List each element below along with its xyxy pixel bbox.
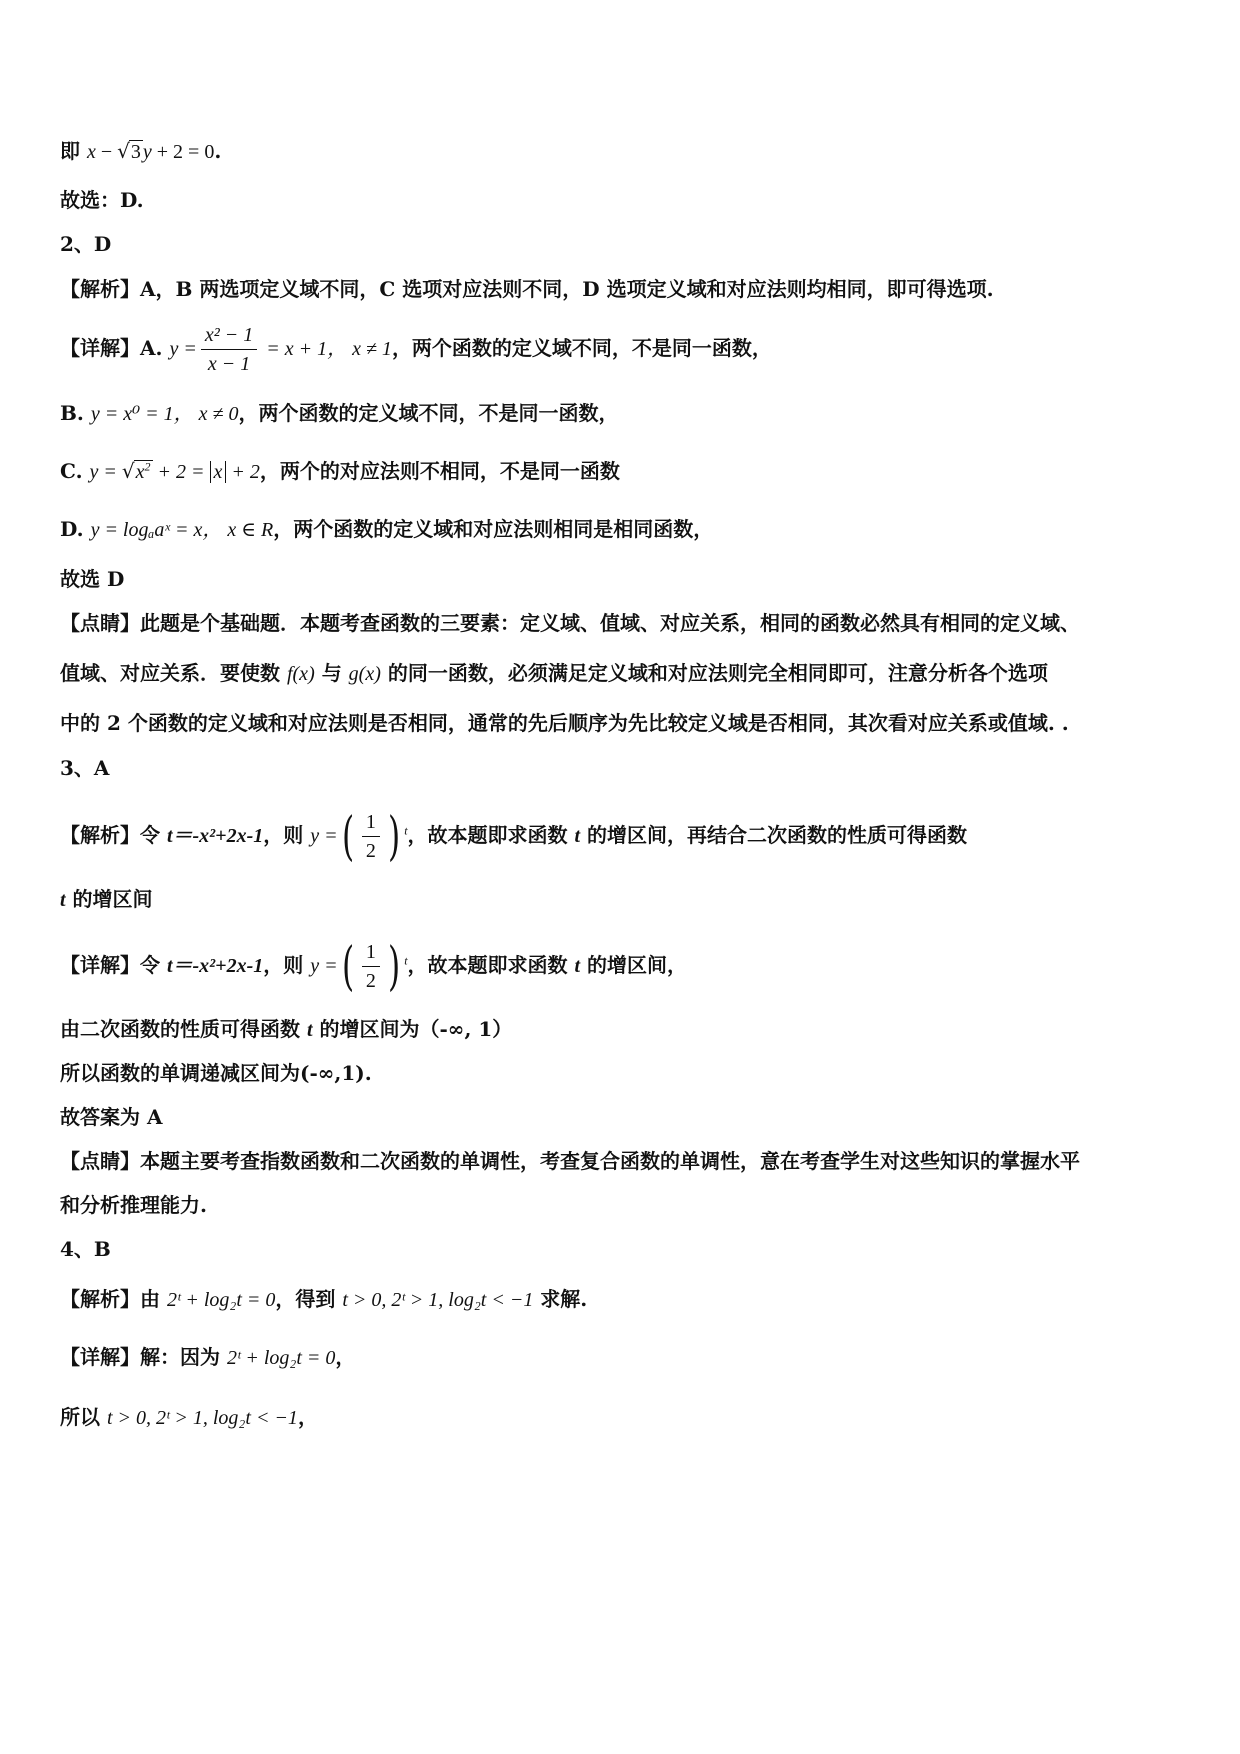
question-2-detail-a: 【详解】A. y = $\frac{\text{x² − 1}}{x - 1}$ = x + 1， x ≠ 1，两个函数的定义域不同，不是同一函数， [60,318,1180,378]
question-3-line-2: 所以函数的单调递减区间为(-∞,1). [60,1061,372,1085]
question-4-line-1: 所以 t > 0, 2ᵗ > 1, log₂t < −1， [60,1405,318,1429]
question-3-heading: 3、A [60,756,110,780]
question-3-comment-1: 【点睛】本题主要考查指数函数和二次函数的单调性，考查复合函数的单调性，意在考查学生对这些知识的掌握水平 [60,1149,1080,1173]
question-2-heading: 2、D [60,232,112,256]
question-4-heading: 4、B [60,1237,111,1261]
text: 即 [60,139,87,163]
question-4-detail: 【详解】解：因为 2ᵗ + log₂t = 0， [60,1345,356,1369]
answer-line-1: 故选：D. [60,188,144,212]
question-3-comment-2: 和分析推理能力. [60,1193,207,1217]
solution-line-1: 即 x − √3 y + 2 = 0. [60,139,222,163]
question-2-detail-d: D. y = logₐaˣ = x， x ∈ R，两个函数的定义域和对应法则相同是相同函数， [60,517,714,541]
question-3-detail: 【详解】令 t＝-x²+2x-1，则 y =( $\frac{1}{2}$ ) $^t$，故本题即求函数 t 的增区间， [60,936,688,997]
question-2-detail-b: B. y = x⁰ = 1， x ≠ 0，两个函数的定义域不同，不是同一函数， [60,401,619,425]
question-2-comment-2: 值域、对应关系．要使数 f(x) 与 g(x) 的同一函数，必须满足定义域和对应法则完全相同即可，注意分析各个选项 [60,661,1048,685]
question-4-analysis: 【解析】由 2ᵗ + log₂t = 0，得到 t > 0, 2ᵗ > 1, log₂t < −1 求解. [60,1287,588,1311]
fraction: $\frac{\text{x² − 1}}{x - 1}$ [201,321,257,378]
question-3-line-1: 由二次函数的性质可得函数 t 的增区间为（-∞, 1） [60,1017,513,1041]
question-3-line-3: 故答案为 A [60,1105,163,1129]
question-3-analysis: 【解析】令 t＝-x²+2x-1，则 y =( $\frac{1}{2}$ ) $^t$，故本题即求函数 t 的增区间，再结合二次函数的性质可得函数 [60,806,968,867]
answer-line-2: 故选 D [60,567,125,591]
question-3-analysis-cont: t 的增区间 [60,887,153,911]
question-2-comment-1: 【点睛】此题是个基础题．本题考查函数的三要素：定义域、值域、对应关系，相同的函数必然具有相同的定义域、 [60,611,1080,635]
question-2-analysis: 【解析】A，B 两选项定义域不同，C 选项对应法则不同，D 选项定义域和对应法则均相同，即可得选项. [60,277,994,301]
question-2-comment-3: 中的 2 个函数的定义域和对应法则是否相同，通常的先后顺序为先比较定义域是否相同，其次看对应关系或值域. . [60,711,1069,735]
question-2-detail-c: C. $y = √x^2 + 2 = x + 2$，两个的对应法则不相同，不是同一函数 [60,459,620,483]
